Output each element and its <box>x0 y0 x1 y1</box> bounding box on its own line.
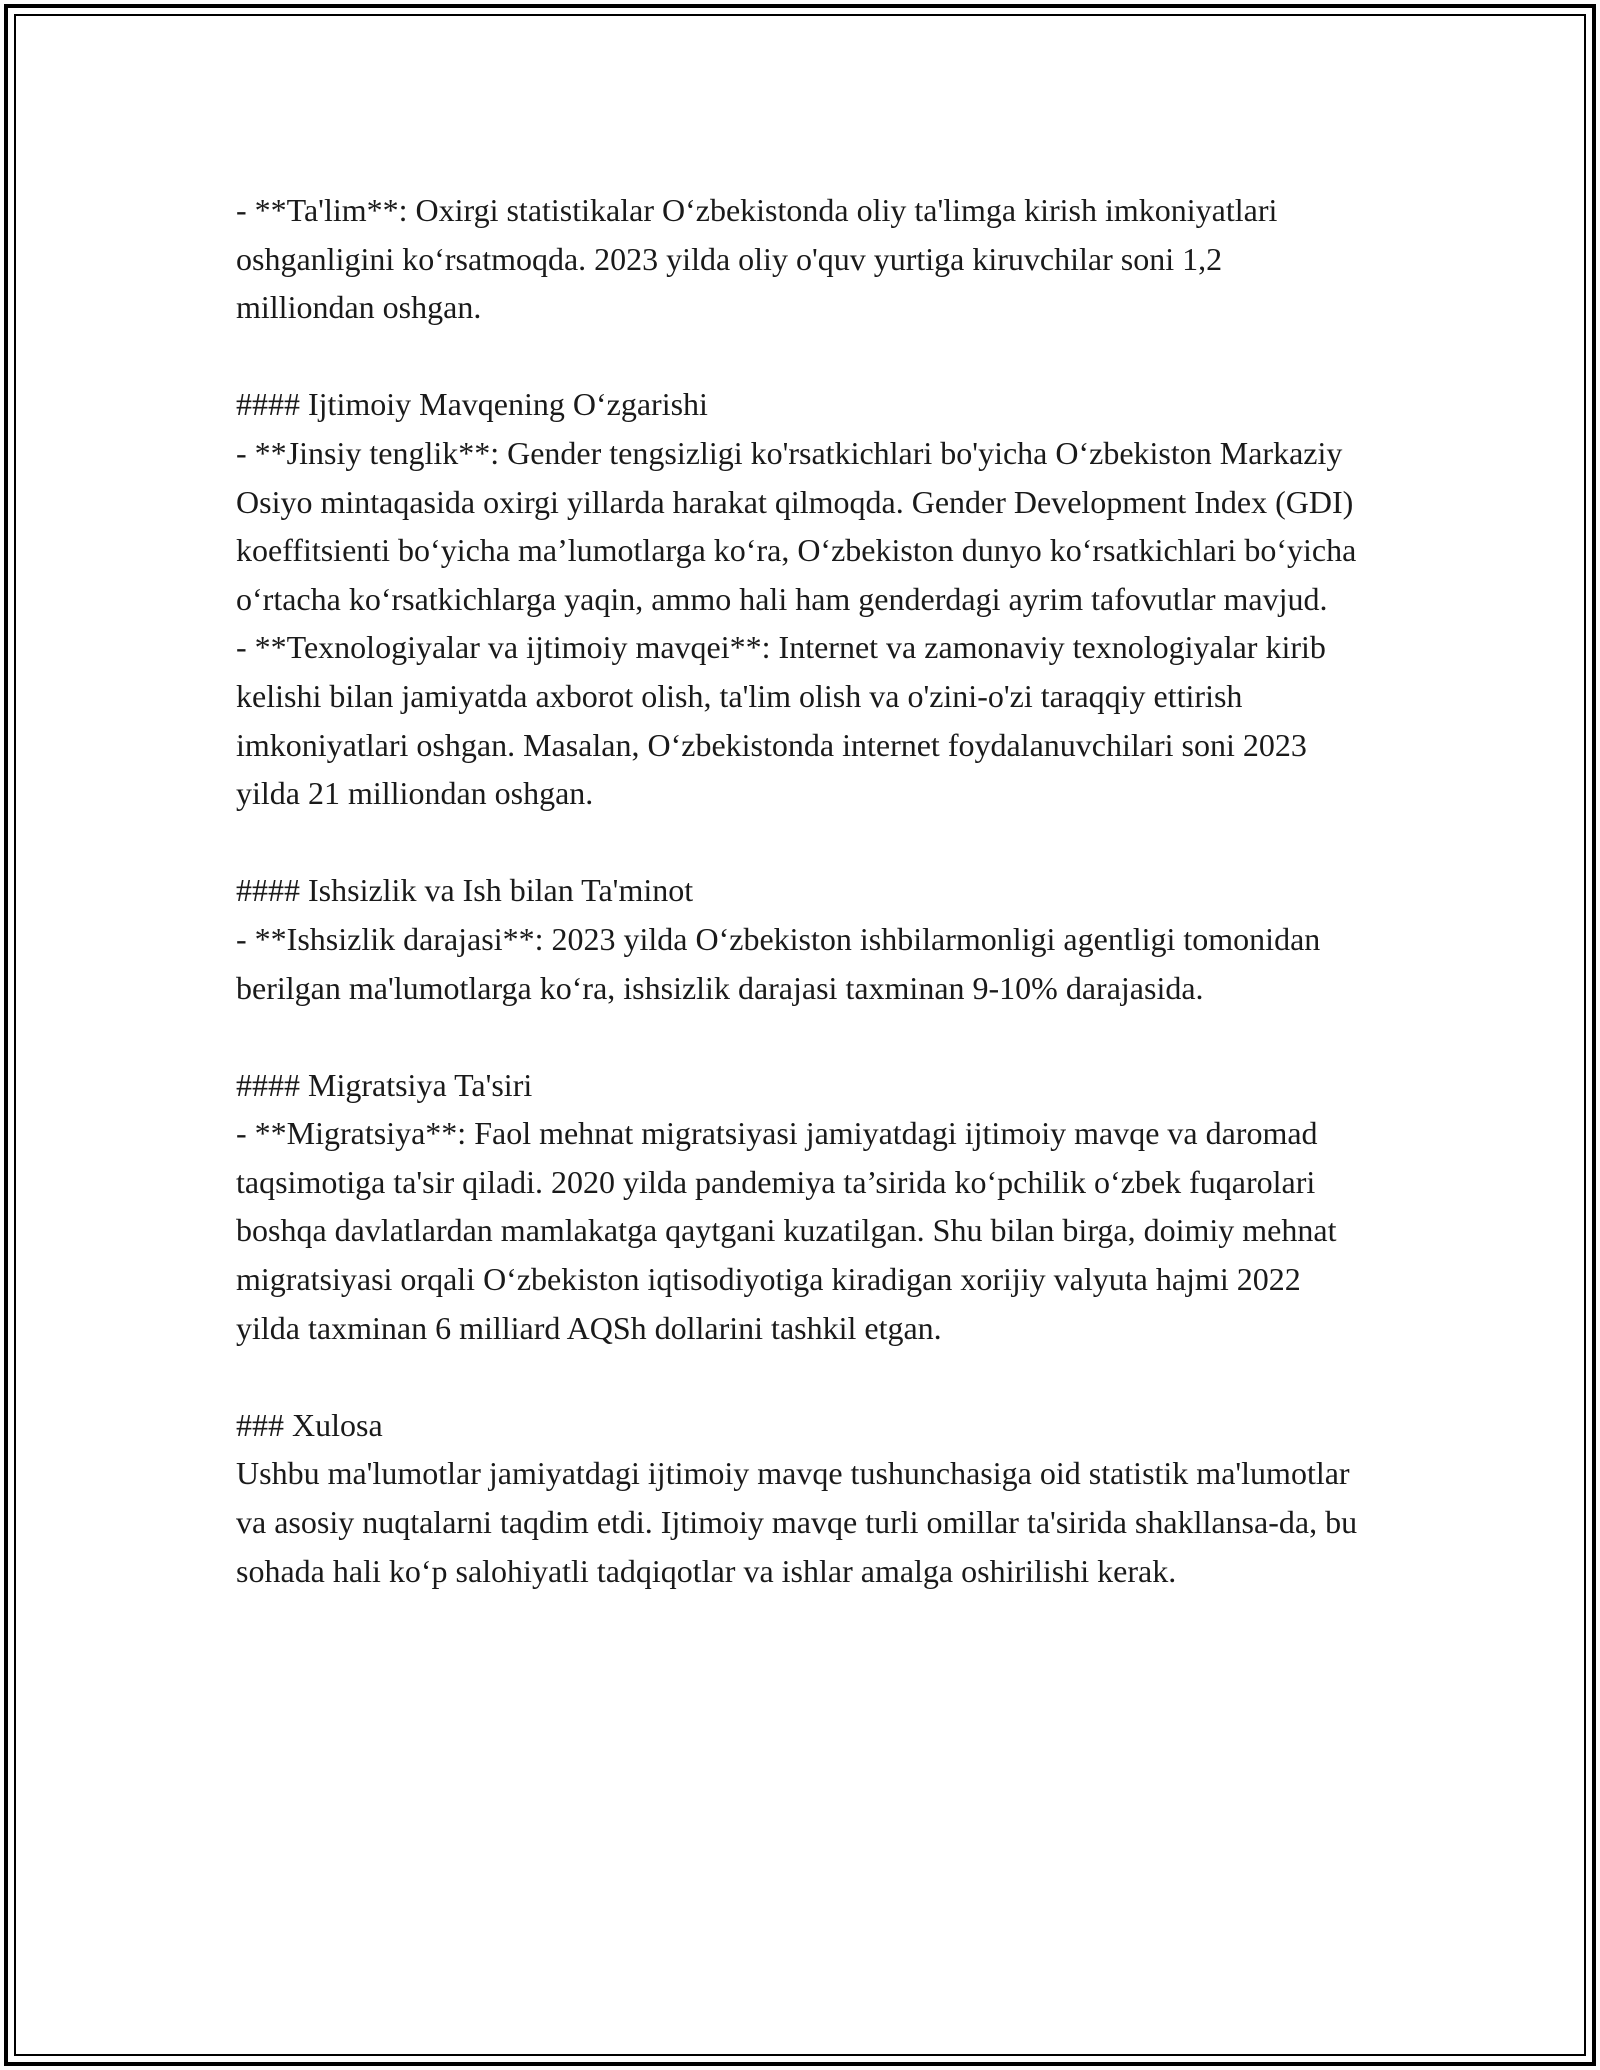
paragraph-xulosa: Ushbu ma'lumotlar jamiyatdagi ijtimoiy mavqe tushunchasiga oid statistik ma'lumotlar va asosiy nuqtalarni taqdim etdi. Ijtimoiy mavqe turli omillar ta'sirida shakllansa-da, bu sohada hali ko‘p salohiyatli tadqiqotlar va ishlar amalga oshirilishi kerak. <box>236 1455 1366 1589</box>
paragraph-gap <box>236 332 1366 381</box>
paragraph-ishsizlik-darajasi: - **Ishsizlik darajasi**: 2023 yilda O‘zbekiston ishbilarmonligi agentligi tomonidan berilgan ma'lumotlarga ko‘ra, ishsizlik darajasi taxminan 9-10% darajasida. <box>236 920 1329 1006</box>
paragraph-gap <box>236 1352 1366 1401</box>
heading-ijtimoiy-mavqe: #### Ijtimoiy Mavqening O‘zgarishi <box>236 386 708 423</box>
heading-xulosa: ### Xulosa <box>236 1406 383 1443</box>
paragraph-texnologiyalar: - **Texnologiyalar va ijtimoiy mavqei**: Internet va zamonaviy texnologiyalar kirib kelishi bilan jamiyatda axborot olish, ta'lim olish va o'zini-o'zi taraqqiy ettirish imkoniyatlari oshgan. Masalan, O‘zbekistonda internet foydalanuvchilari soni 2023 yilda 21 milliondan oshgan. <box>236 629 1334 812</box>
paragraph-gap <box>236 1012 1366 1061</box>
heading-ishsizlik: #### Ishsizlik va Ish bilan Ta'minot <box>236 872 694 909</box>
paragraph-jinsiy-tenglik: - **Jinsiy tenglik**: Gender tengsizligi ko'rsatkichlari bo'yicha O‘zbekiston Markaziy Osiyo mintaqasida oxirgi yillarda harakat qilmoqda. Gender Development Index (GDI) koeffitsienti bo‘yicha ma’lumotlarga ko‘ra, O‘zbekiston dunyo ko‘rsatkichlari bo‘yicha o‘rtacha ko‘rsatkichlarga yaqin, ammo hali ham genderdagi ayrim tafovutlar mavjud. <box>236 434 1365 617</box>
paragraph-migratsiya: - **Migratsiya**: Faol mehnat migratsiyasi jamiyatdagi ijtimoiy mavqe va daromad taqsimotiga ta'sir qiladi. 2020 yilda pandemiya ta’sirida ko‘pchilik o‘zbek fuqarolari boshqa davlatlardan mamlakatga qaytgani kuzatilgan. Shu bilan birga, doimiy mehnat migratsiyasi orqali O‘zbekiston iqtisodiyotiga kiradigan xorijiy valyuta hajmi 2022 yilda taxminan 6 milliard AQSh dollarini tashkil etgan. <box>236 1115 1345 1346</box>
paragraph-talim: - **Ta'lim**: Oxirgi statistikalar O‘zbekistonda oliy ta'limga kirish imkoniyatlari oshganligini ko‘rsatmoqda. 2023 yilda oliy o'quv yurtiga kiruvchilar soni 1,2 milliondan oshgan. <box>236 192 1286 326</box>
heading-migratsiya: #### Migratsiya Ta'siri <box>236 1066 533 1103</box>
paragraph-gap <box>236 818 1366 867</box>
document-body <box>236 186 1366 1595</box>
